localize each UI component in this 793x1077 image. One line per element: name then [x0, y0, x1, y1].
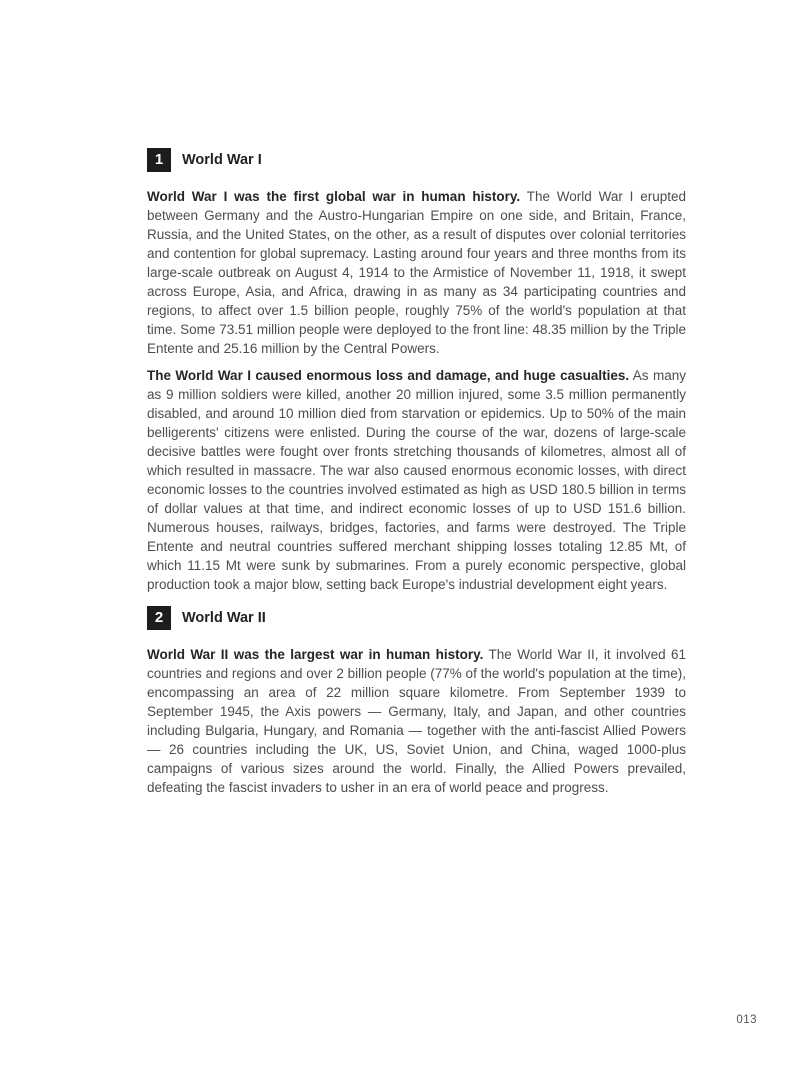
section-title: World War I [182, 152, 262, 168]
section-header-world-war-2 [147, 606, 686, 630]
paragraph-body: As many as 9 million soldiers were killed, another 20 million injured, some 3.5 million permanently disabled, and around 10 million died from starvation or epidemics. Up to 50% of the main belligerents' citizens were enlisted. During the course of the war, dozens of large-scale decisive battles were fought over fronts stretching thousands of kilometres, almost all of which resulted in massacre. The war also caused enormous economic losses, with direct economic losses to the countries involved estimated as high as USD 180.5 billion in terms of dollar values at that time, and indirect economic losses of up to USD 151.6 billion. Numerous houses, railways, bridges, factories, and farms were destroyed. The Triple Entente and neutral countries suffered merchant shipping losses totaling 12.85 Mt, of which 11.15 Mt were sunk by submarines. From a purely economic perspective, global production took a major blow, setting back Europe's industrial development eight years. [147, 368, 686, 592]
section-number-badge: 2 [147, 606, 171, 630]
section-number-badge: 1 [147, 148, 171, 172]
paragraph-ww1-casualties [147, 366, 686, 594]
section-title: World War II [182, 610, 266, 626]
paragraph-lead: The World War I caused enormous loss and damage, and huge casualties. [147, 368, 630, 383]
paragraph-ww1-overview [147, 187, 686, 358]
section-header-world-war-1 [147, 148, 686, 172]
paragraph-body: The World War II, it involved 61 countries and regions and over 2 billion people (77% of the world's population at the time), encompassing an area of 22 million square kilometre. From September 1939 to September 1945, the Axis powers — Germany, Italy, and Japan, and other countries including Bulgaria, Hungary, and Romania — together with the anti-fascist Allied Powers — 26 countries including the UK, US, Soviet Union, and China, waged 1000-plus campaigns of various sizes around the world. Finally, the Allied Powers prevailed, defeating the fascist invaders to usher in an era of world peace and progress. [147, 647, 686, 795]
paragraph-lead: World War II was the largest war in human history. [147, 647, 484, 662]
paragraph-ww2-overview [147, 645, 686, 797]
paragraph-body: The World War I erupted between Germany and the Austro-Hungarian Empire on one side, and Britain, France, Russia, and the United States, on the other, as a result of disputes over colonial territories and contention for global supremacy. Lasting around four years and three months from its large-scale outbreak on August 4, 1914 to the Armistice of November 11, 1918, it swept across Europe, Asia, and Africa, drawing in as many as 34 participating countries and regions, to affect over 1.5 billion people, roughly 75% of the world's population at that time. Some 73.51 million people were deployed to the front line: 48.35 million by the Triple Entente and 25.16 million by the Central Powers. [147, 189, 687, 356]
page-number: 013 [736, 1014, 757, 1026]
document-content [147, 148, 686, 805]
paragraph-lead: World War I was the first global war in human history. [147, 189, 521, 204]
